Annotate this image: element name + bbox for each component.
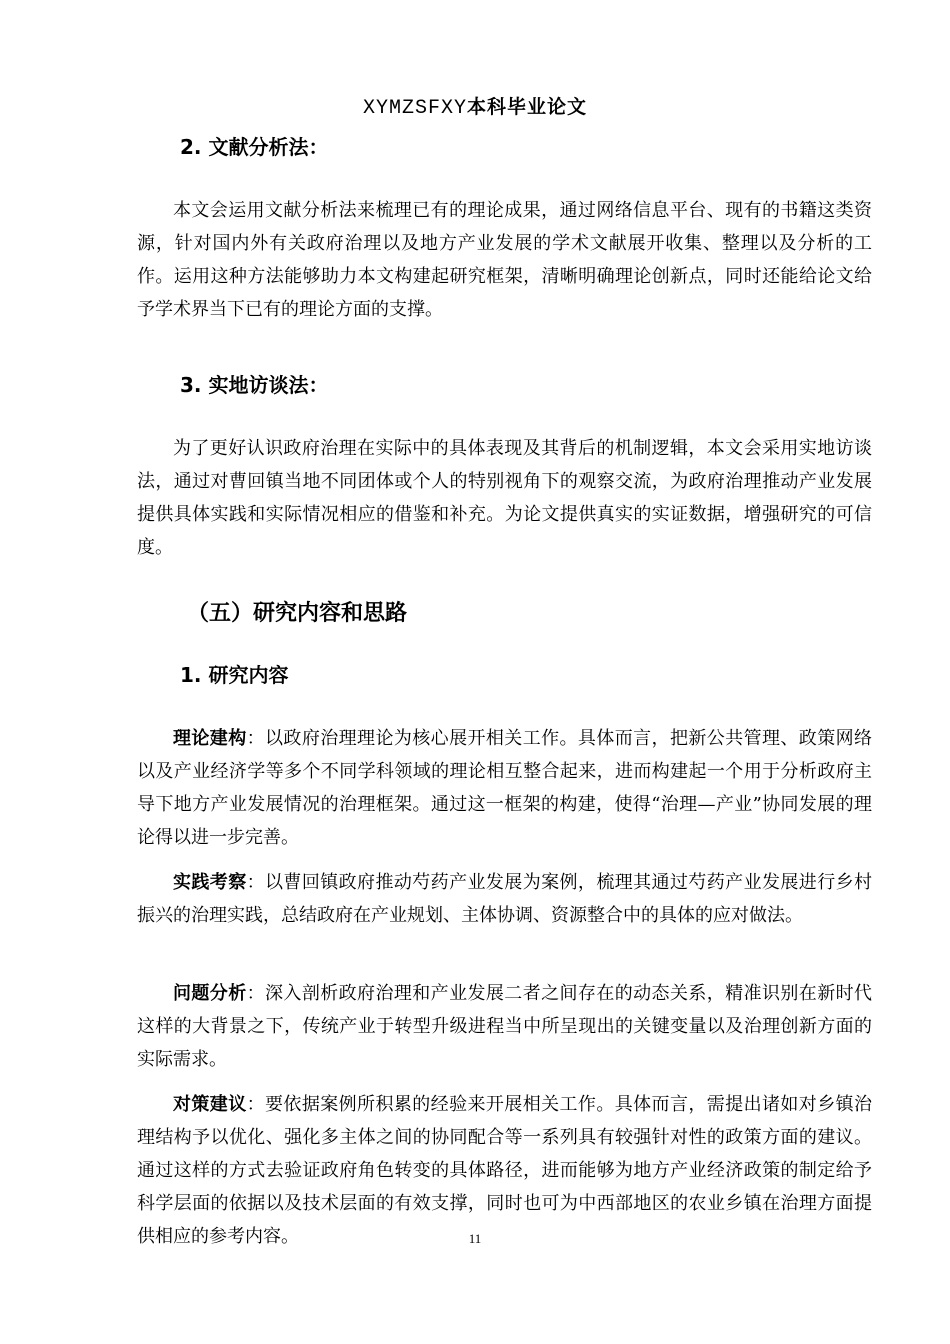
practice-text: ：以曹回镇政府推动芍药产业发展为案例，梳理其通过芍药产业发展进行乡村振兴的治理实践，总结政府在产业规划、主体协调、资源整合中的具体的应对做法。 [137,872,872,926]
page-header [0,92,950,123]
theory-text: ：以政府治理理论为核心展开相关工作。具体而言，把新公共管理、政策网络以及产业经济学等多个不同学科领域的理论相互整合起来，进而构建起一个用于分析政府主导下地方产业发展情况的治理框架。通过这一框架的构建，使得“治理—产业”协同发展的理论得以进一步完善。 [137,728,872,848]
paragraph-practice-survey [137,866,872,932]
theory-lead: 理论建构 [173,728,247,749]
header-title: 本科毕业论文 [467,96,588,118]
paragraph-problem-analysis [137,977,872,1076]
page-number: 11 [468,1231,482,1246]
subheading-research-content: 1. 研究内容 [180,663,289,687]
header-code: XYMZSFXY [362,97,467,120]
practice-lead: 实践考察 [173,872,247,893]
heading-interview-method: 3. 实地访谈法： [180,373,329,397]
paragraph-policy-suggestion [137,1088,872,1253]
policy-text: ：要依据案例所积累的经验来开展相关工作。具体而言，需提出诸如对乡镇治理结构予以优化、强化多主体之间的协同配合等一系列具有较强针对性的政策方面的建议。通过这样的方式去验证政府角色转变的具体路径，进而能够为地方产业经济政策的制定给予科学层面的依据以及技术层面的有效支撑，同时也可为中西部地区的农业乡镇在治理方面提供相应的参考内容。 [137,1094,872,1247]
heading-literature-method: 2. 文献分析法： [180,135,329,159]
paragraph-interview-method: 为了更好认识政府治理在实际中的具体表现及其背后的机制逻辑，本文会采用实地访谈法，通过对曹回镇当地不同团体或个人的特别视角下的观察交流，为政府治理推动产业发展提供具体实践和实际情况相应的借鉴和补充。为论文提供真实的实证数据，增强研究的可信度。 [137,438,872,558]
section-heading-research-content: （五）研究内容和思路 [187,601,408,626]
paragraph-literature-method: 本文会运用文献分析法来梳理已有的理论成果，通过网络信息平台、现有的书籍这类资源，针对国内外有关政府治理以及地方产业发展的学术文献展开收集、整理以及分析的工作。运用这种方法能够助力本文构建起研究框架，清晰明确理论创新点，同时还能给论文给予学术界当下已有的理论方面的支撑。 [137,200,872,320]
problem-lead: 问题分析 [173,983,247,1004]
problem-text: ：深入剖析政府治理和产业发展二者之间存在的动态关系，精准识别在新时代这样的大背景之下，传统产业于转型升级进程当中所呈现出的关键变量以及治理创新方面的实际需求。 [137,983,872,1070]
paragraph-theory-construction [137,722,872,854]
policy-lead: 对策建议 [173,1094,247,1115]
